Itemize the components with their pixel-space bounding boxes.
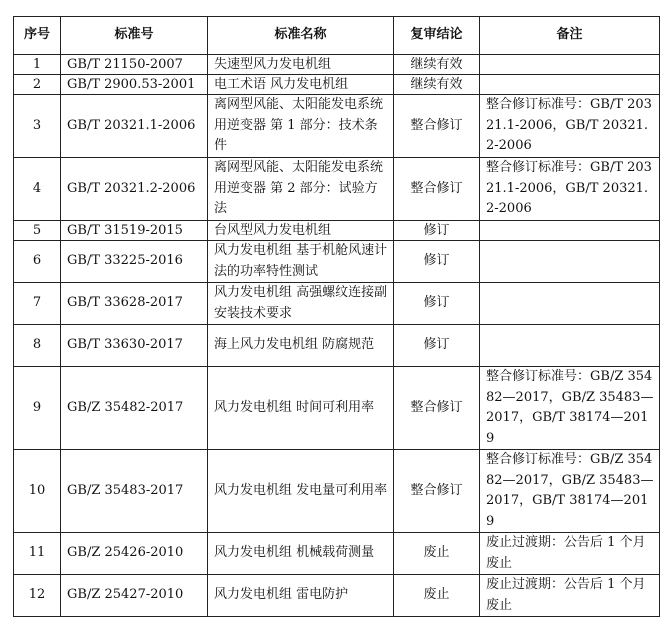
cell-name: 风力发电机组 机械载荷测量 — [208, 533, 394, 575]
cell-name: 风力发电机组 雷电防护 — [208, 575, 394, 617]
cell-code: GB/T 31519-2015 — [61, 221, 208, 241]
table-row — [14, 325, 660, 367]
cell-no: 10 — [14, 450, 61, 533]
cell-code: GB/Z 35483-2017 — [61, 450, 208, 533]
cell-result: 整合修订 — [394, 95, 480, 158]
cell-note — [480, 55, 660, 75]
cell-name: 风力发电机组 基于机舱风速计法的功率特性测试 — [208, 241, 394, 283]
cell-code: GB/Z 25426-2010 — [61, 533, 208, 575]
cell-code: GB/T 21150-2007 — [61, 55, 208, 75]
cell-code: GB/T 33628-2017 — [61, 283, 208, 325]
cell-note: 整合修订标准号：GB/Z 35482—2017，GB/Z 35483—2017，GB/T 38174—2019 — [480, 367, 660, 450]
cell-note — [480, 241, 660, 283]
cell-note: 废止过渡期：公告后 1 个月废止 — [480, 533, 660, 575]
table-row — [14, 221, 660, 241]
header-note: 备注 — [480, 17, 660, 55]
cell-code: GB/T 20321.2-2006 — [61, 158, 208, 221]
cell-no: 12 — [14, 575, 61, 617]
cell-name: 电工术语 风力发电机组 — [208, 75, 394, 95]
cell-name: 离网型风能、太阳能发电系统用逆变器 第 2 部分：试验方法 — [208, 158, 394, 221]
cell-result: 废止 — [394, 575, 480, 617]
cell-name: 海上风力发电机组 防腐规范 — [208, 325, 394, 367]
cell-no: 5 — [14, 221, 61, 241]
cell-result: 修订 — [394, 221, 480, 241]
cell-result: 废止 — [394, 533, 480, 575]
table-row — [14, 367, 660, 450]
cell-result: 整合修订 — [394, 367, 480, 450]
cell-note — [480, 325, 660, 367]
header-result: 复审结论 — [394, 17, 480, 55]
table-row — [14, 283, 660, 325]
cell-result: 继续有效 — [394, 55, 480, 75]
cell-no: 4 — [14, 158, 61, 221]
header-code: 标准号 — [61, 17, 208, 55]
cell-code: GB/Z 25427-2010 — [61, 575, 208, 617]
cell-code: GB/Z 35482-2017 — [61, 367, 208, 450]
table-row — [14, 75, 660, 95]
cell-code: GB/T 33225-2016 — [61, 241, 208, 283]
table-row — [14, 241, 660, 283]
cell-result: 修订 — [394, 283, 480, 325]
cell-name: 风力发电机组 高强螺纹连接副安装技术要求 — [208, 283, 394, 325]
header-row — [14, 17, 660, 55]
cell-note: 废止过渡期：公告后 1 个月废止 — [480, 575, 660, 617]
cell-name: 风力发电机组 时间可利用率 — [208, 367, 394, 450]
cell-result: 继续有效 — [394, 75, 480, 95]
cell-no: 1 — [14, 55, 61, 75]
table-row — [14, 95, 660, 158]
cell-name: 失速型风力发电机组 — [208, 55, 394, 75]
cell-note: 整合修订标准号：GB/T 20321.1-2006，GB/T 20321.2-2006 — [480, 158, 660, 221]
cell-name: 离网型风能、太阳能发电系统用逆变器 第 1 部分：技术条件 — [208, 95, 394, 158]
cell-no: 9 — [14, 367, 61, 450]
header-no: 序号 — [14, 17, 61, 55]
table-row — [14, 533, 660, 575]
cell-no: 3 — [14, 95, 61, 158]
cell-code: GB/T 33630-2017 — [61, 325, 208, 367]
cell-note: 整合修订标准号：GB/Z 35482—2017，GB/Z 35483—2017，GB/T 38174—2019 — [480, 450, 660, 533]
table-row — [14, 575, 660, 617]
cell-result: 整合修订 — [394, 158, 480, 221]
cell-result: 修订 — [394, 241, 480, 283]
standards-review-table — [13, 16, 660, 617]
table-row — [14, 158, 660, 221]
table-row — [14, 55, 660, 75]
cell-result: 修订 — [394, 325, 480, 367]
cell-code: GB/T 20321.1-2006 — [61, 95, 208, 158]
cell-note — [480, 75, 660, 95]
table-row — [14, 450, 660, 533]
cell-no: 8 — [14, 325, 61, 367]
cell-note: 整合修订标准号：GB/T 20321.1-2006，GB/T 20321.2-2006 — [480, 95, 660, 158]
cell-name: 台风型风力发电机组 — [208, 221, 394, 241]
cell-note — [480, 221, 660, 241]
cell-no: 7 — [14, 283, 61, 325]
cell-code: GB/T 2900.53-2001 — [61, 75, 208, 95]
cell-no: 2 — [14, 75, 61, 95]
cell-name: 风力发电机组 发电量可利用率 — [208, 450, 394, 533]
cell-result: 整合修订 — [394, 450, 480, 533]
cell-no: 11 — [14, 533, 61, 575]
header-name: 标准名称 — [208, 17, 394, 55]
cell-note — [480, 283, 660, 325]
cell-no: 6 — [14, 241, 61, 283]
